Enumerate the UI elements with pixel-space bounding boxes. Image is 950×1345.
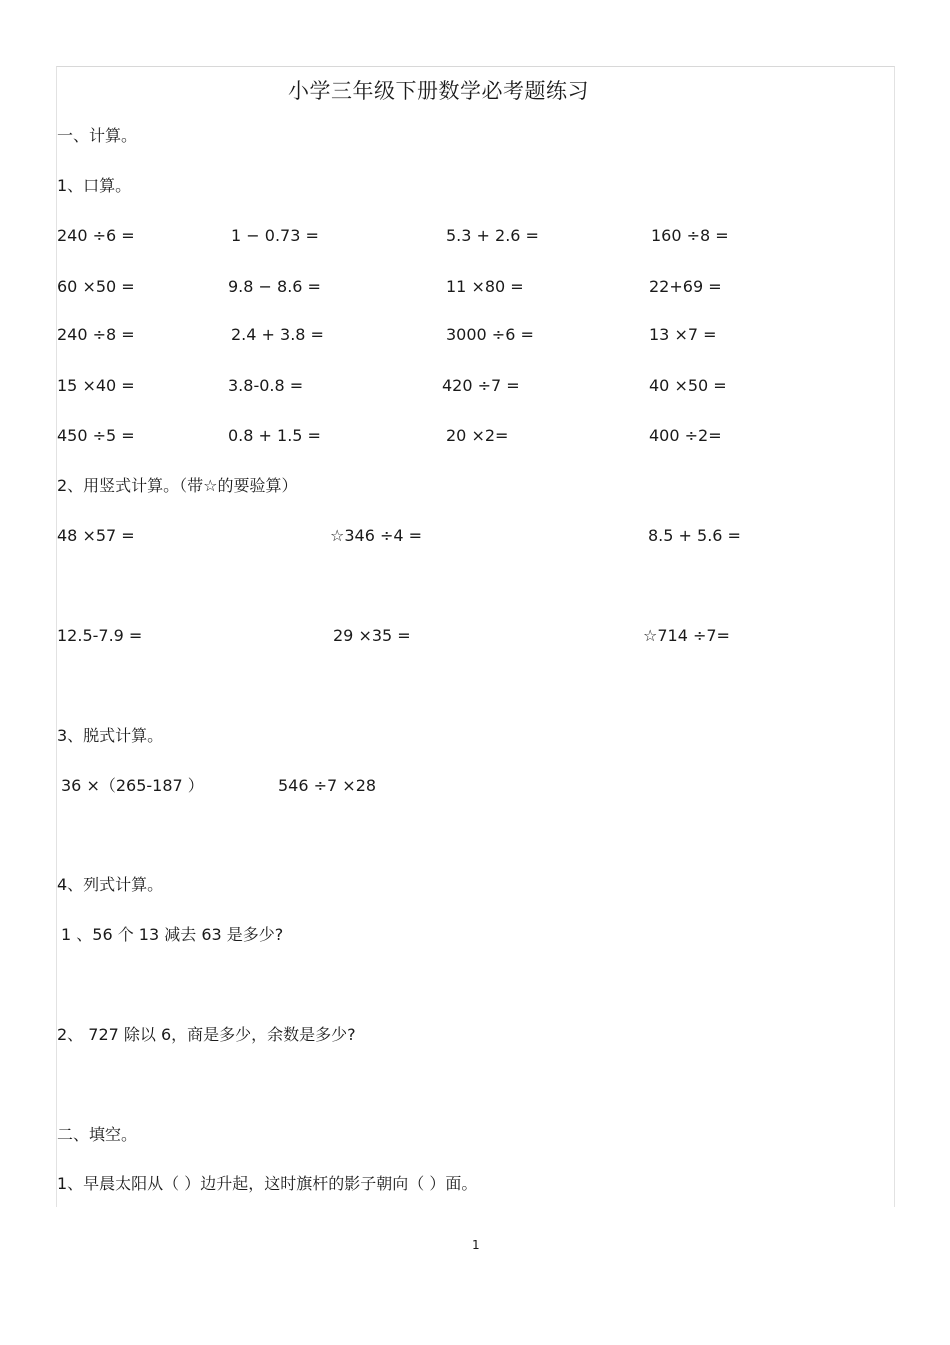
stepwise-calc-heading: 3、脱式计算。 bbox=[57, 726, 164, 745]
oral-problem: 5.3 + 2.6 = bbox=[446, 226, 539, 245]
vertical-problem: 29 ×35 = bbox=[333, 626, 411, 645]
vertical-problem: 48 ×57 = bbox=[57, 526, 135, 545]
section-2-heading: 二、填空。 bbox=[57, 1125, 138, 1144]
oral-problem: 450 ÷5 = bbox=[57, 426, 135, 445]
oral-problem: 160 ÷8 = bbox=[651, 226, 729, 245]
oral-problem: 40 ×50 = bbox=[649, 376, 727, 395]
page-number: 1 bbox=[472, 1238, 480, 1252]
stepwise-problem: 546 ÷7 ×28 bbox=[278, 776, 377, 795]
oral-problem: 2.4 + 3.8 = bbox=[231, 325, 324, 344]
stepwise-problem: 36 ×（265-187 ） bbox=[61, 776, 204, 795]
oral-problem: 240 ÷8 = bbox=[57, 325, 135, 344]
section-1-heading: 一、计算。 bbox=[57, 126, 138, 145]
formula-question: 1 、56 个 13 减去 63 是多少? bbox=[61, 925, 284, 944]
vertical-problem: ☆714 ÷7= bbox=[643, 626, 730, 645]
oral-problem: 20 ×2= bbox=[446, 426, 509, 445]
formula-calc-heading: 4、列式计算。 bbox=[57, 875, 164, 894]
oral-problem: 1 − 0.73 = bbox=[231, 226, 319, 245]
vertical-problem: 8.5 + 5.6 = bbox=[648, 526, 741, 545]
oral-problem: 60 ×50 = bbox=[57, 277, 135, 296]
oral-calc-heading: 1、口算。 bbox=[57, 176, 132, 195]
oral-problem: 0.8 + 1.5 = bbox=[228, 426, 321, 445]
oral-problem: 13 ×7 = bbox=[649, 325, 717, 344]
vertical-problem: 12.5-7.9 = bbox=[57, 626, 143, 645]
oral-problem: 22+69 = bbox=[649, 277, 722, 296]
page-title: 小学三年级下册数学必考题练习 bbox=[288, 79, 589, 103]
vertical-calc-heading: 2、用竖式计算。（带☆的要验算） bbox=[57, 476, 298, 495]
fill-blank-question: 1、早晨太阳从（ ）边升起，这时旗杆的影子朝向（ ）面。 bbox=[57, 1174, 478, 1193]
oral-problem: 240 ÷6 = bbox=[57, 226, 135, 245]
vertical-problem: ☆346 ÷4 = bbox=[330, 526, 423, 545]
oral-problem: 11 ×80 = bbox=[446, 277, 524, 296]
formula-question: 2、 727 除以 6，商是多少，余数是多少? bbox=[57, 1025, 356, 1044]
oral-problem: 9.8 − 8.6 = bbox=[228, 277, 321, 296]
oral-problem: 400 ÷2= bbox=[649, 426, 722, 445]
oral-problem: 3.8-0.8 = bbox=[228, 376, 304, 395]
oral-problem: 420 ÷7 = bbox=[442, 376, 520, 395]
oral-problem: 3000 ÷6 = bbox=[446, 325, 534, 344]
oral-problem: 15 ×40 = bbox=[57, 376, 135, 395]
